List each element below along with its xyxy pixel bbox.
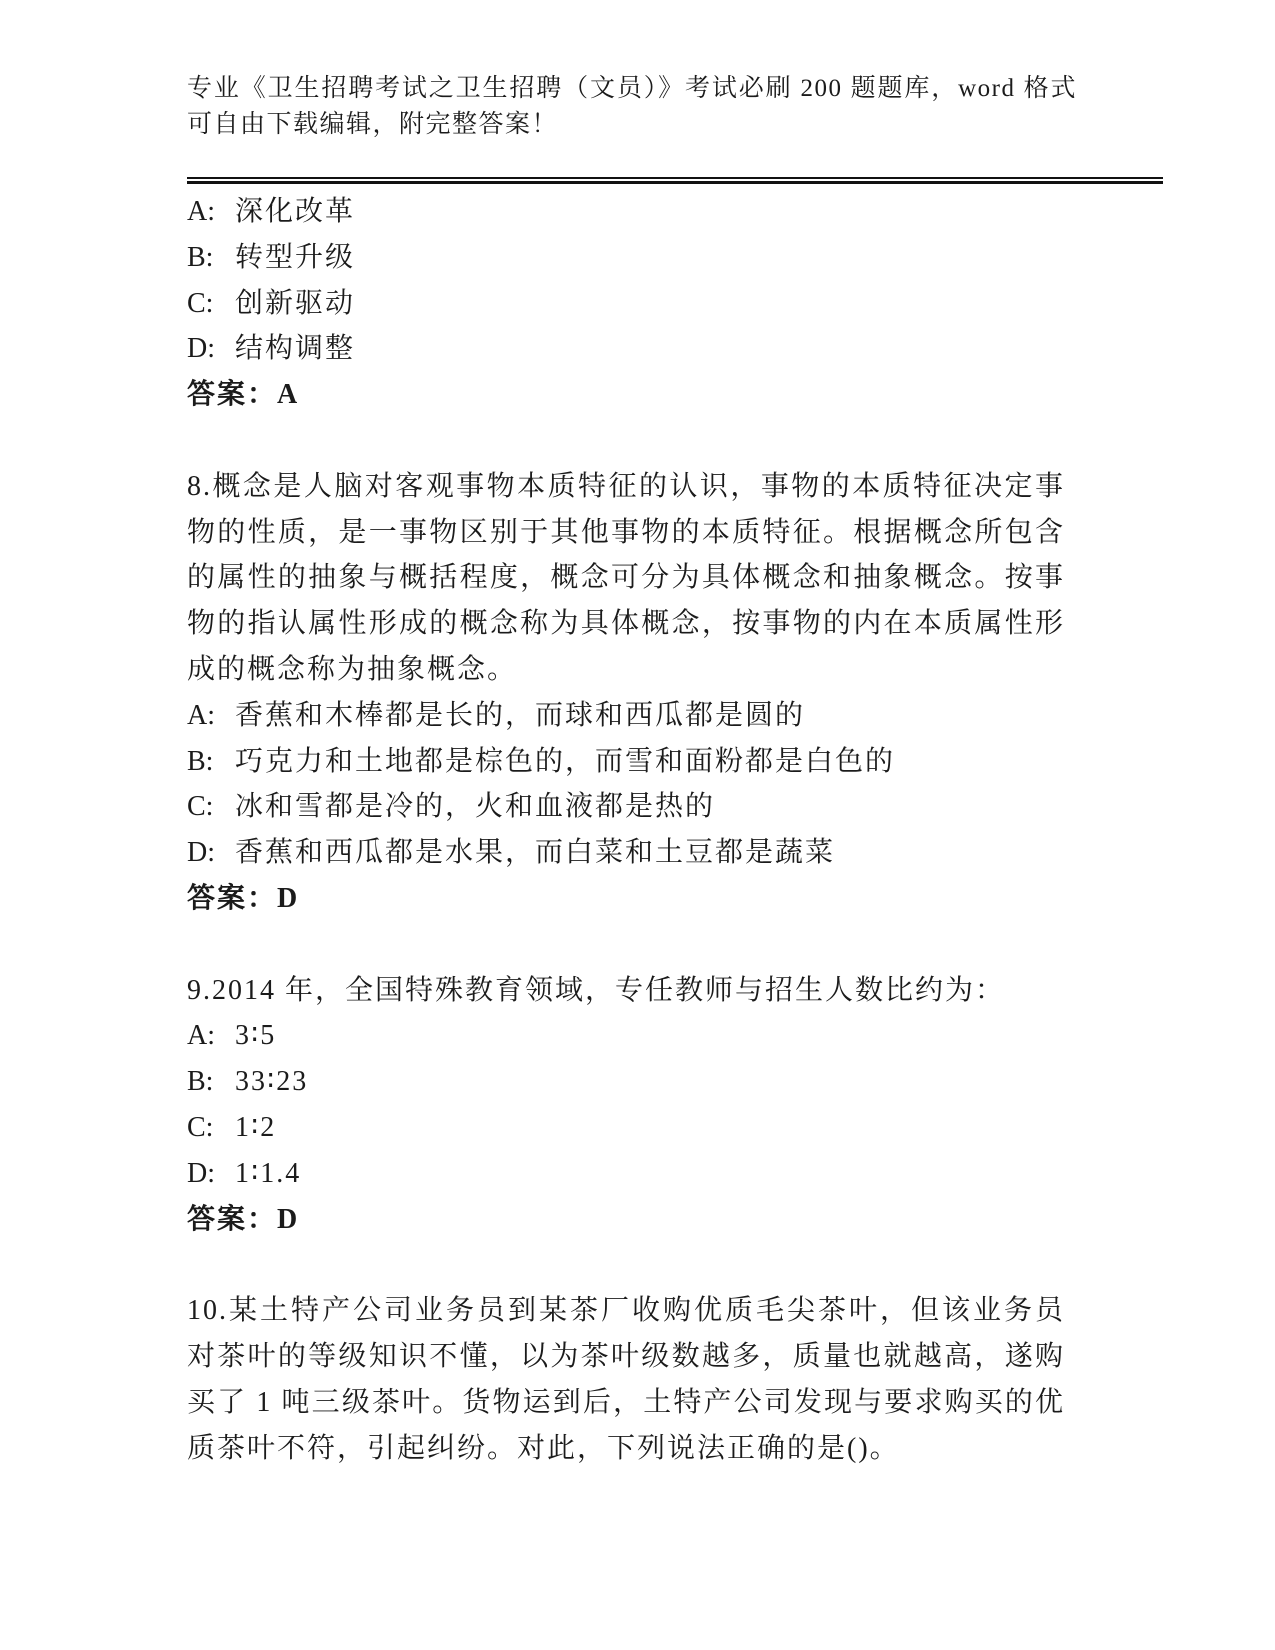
option-line (187, 189, 1065, 235)
question-text: 9.2014 年，全国特殊教育领域，专任教师与招生人数比约为： (187, 974, 1006, 1006)
question-block (187, 189, 1065, 418)
answer-line: 答案：D (187, 882, 300, 914)
option-text: 深化改革 (235, 196, 356, 227)
option-text: 3∶5 (235, 1020, 277, 1052)
question-text: 10.某土特产公司业务员到某茶厂收购优质毛尖茶叶，但该业务员对茶叶的等级知识不懂，以为茶叶级数越多，质量也就越高，遂购买了 1 吨三级茶叶。货物运到后，土特产公司发现与要求购买的优质茶叶不符，引起纠纷。对此，下列说法正确的是()。 (187, 1295, 1065, 1464)
option-line (187, 1013, 1065, 1059)
option-text: 结构调整 (235, 333, 356, 365)
question-block (187, 968, 1065, 1243)
header-rule (187, 177, 1163, 184)
question-text: 8.概念是人脑对客观事物本质特征的认识，事物的本质特征决定事物的性质，是一事物区别于其他事物的本质特征。根据概念所包含的属性的抽象与概括程度，概念可分为具体概念和抽象概念。按事物的指认属性形成的概念称为具体概念，按事物的内在本质属性形成的概念称为抽象概念。 (187, 470, 1065, 685)
option-text: 巧克力和土地都是棕色的，而雪和面粉都是白色的 (235, 745, 896, 777)
option-label: B: (187, 745, 214, 777)
option-line (187, 235, 1065, 281)
answer-line: 答案：D (187, 1203, 300, 1235)
option-line (187, 281, 1065, 327)
question-block (187, 464, 1065, 922)
page-header: 专业《卫生招聘考试之卫生招聘（文员）》考试必刷 200 题题库，word 格式可自由下载编辑，附完整答案！ (187, 75, 1077, 138)
option-label: D: (187, 1157, 215, 1189)
options-list (187, 1013, 1065, 1196)
option-line (187, 693, 1065, 739)
option-text: 创新驱动 (235, 287, 356, 319)
option-text: 香蕉和木棒都是长的，而球和西瓜都是圆的 (235, 699, 806, 731)
option-text: 1∶2 (235, 1111, 277, 1143)
option-line (187, 739, 1065, 785)
option-label: D: (187, 333, 215, 365)
question-block (187, 1288, 1065, 1471)
option-label: D: (187, 837, 215, 869)
option-line (187, 784, 1065, 830)
option-label: C: (187, 287, 214, 319)
option-label: C: (187, 1111, 214, 1143)
option-line (187, 326, 1065, 372)
option-text: 香蕉和西瓜都是水果，而白菜和土豆都是蔬菜 (235, 837, 836, 869)
options-list (187, 693, 1065, 876)
options-list (187, 189, 1065, 372)
option-label: B: (187, 1066, 214, 1098)
option-text: 33∶23 (235, 1066, 309, 1098)
option-label: C: (187, 791, 214, 823)
option-label: A: (187, 1020, 215, 1052)
question-list (187, 189, 1065, 1471)
option-text: 冰和雪都是冷的，火和血液都是热的 (235, 791, 716, 823)
option-line (187, 1105, 1065, 1151)
option-line (187, 1151, 1065, 1197)
option-label: B: (187, 241, 214, 273)
option-label: A: (187, 196, 215, 227)
option-line (187, 830, 1065, 876)
option-line (187, 1059, 1065, 1105)
option-text: 1∶1.4 (235, 1157, 302, 1189)
option-text: 转型升级 (235, 241, 356, 273)
option-label: A: (187, 699, 215, 731)
answer-line: 答案：A (187, 379, 300, 411)
